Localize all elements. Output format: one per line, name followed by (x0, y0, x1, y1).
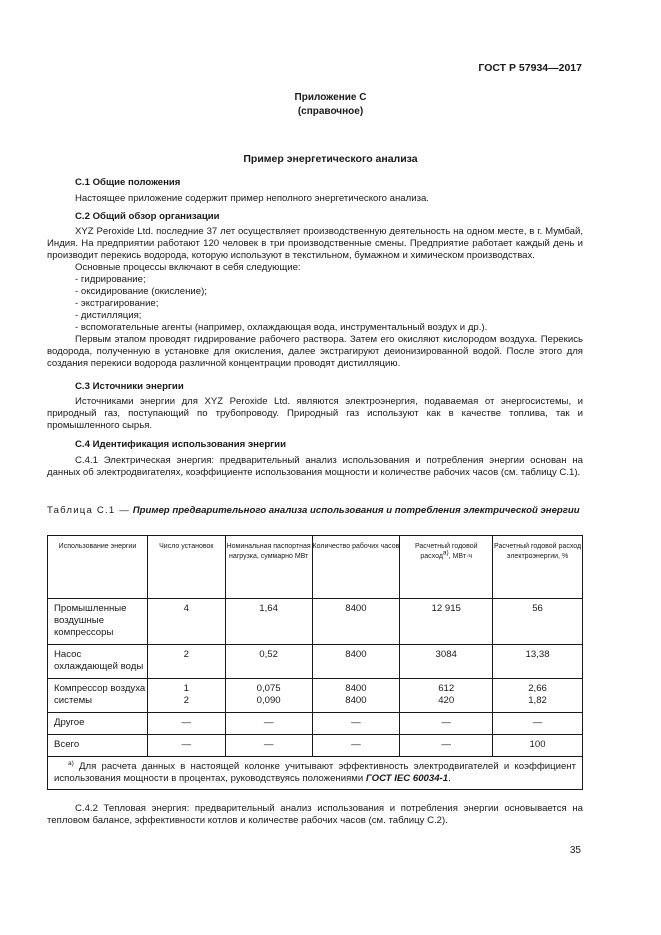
cell-hours: — (312, 713, 400, 735)
cell-hours: 8400 8400 (312, 679, 400, 713)
section-c4-title: С.4 Идентификация использования энергии (75, 439, 286, 450)
paragraph: С.4.1 Электрическая энергия: предварительный анализ использования и потребления энергии основан на данных об электродвигателях, коэффициенте использования мощности и количестве рабочих часов (см. таблицу С.1). (47, 455, 583, 478)
list-item: - оксидирование (окисление); (75, 286, 207, 297)
cell-count: 4 (147, 599, 225, 645)
cell-load: 1,64 (225, 599, 312, 645)
process-list (47, 274, 583, 334)
column-header-text: Расчетный годовой расход электроэнергии, % (494, 543, 582, 560)
table-row (48, 645, 583, 679)
cell-annual: 3084 (400, 645, 493, 679)
section-c2-title: С.2 Общий обзор организации (75, 211, 220, 222)
column-header (493, 536, 583, 599)
section-c4-body (47, 455, 583, 479)
cell-name: Всего (48, 735, 148, 757)
column-header-unit: , МВт·ч (448, 552, 473, 560)
cell-annual: — (400, 713, 493, 735)
cell-count: 2 (147, 645, 225, 679)
section-c3-title: С.3 Источники энергии (75, 381, 184, 392)
footnote-mark: а) (442, 549, 449, 557)
cell-name: Компрессор воздуха системы (48, 679, 148, 713)
cell-load: — (225, 735, 312, 757)
footnote-mark: а) (68, 759, 74, 767)
table-row (48, 599, 583, 645)
table-header-row (48, 536, 583, 599)
column-header (225, 536, 312, 599)
footnote-reference: ГОСТ IEC 60034-1 (365, 773, 449, 784)
paragraph: Настоящее приложение содержит пример неполного энергетического анализа. (75, 193, 429, 204)
table-footnote-row (48, 757, 583, 790)
list-item: - гидрирование; (75, 274, 146, 285)
cell-load: 0,52 (225, 645, 312, 679)
column-header-text: Номинальная паспортная нагрузка, суммарно МВт (226, 543, 311, 560)
section-c1-text (75, 193, 583, 205)
cell-name: Насос охлаждающей воды (48, 645, 148, 679)
paragraph: Основные процессы включают в себя следующие: (75, 262, 301, 273)
footnote-end: . (448, 773, 451, 784)
paragraph: С.4.2 Тепловая энергия: предварительный анализ использования и потребления энергии основывается на тепловом балансе, эффективности котлов и количестве рабочих часов (см. таблицу С.2). (47, 803, 583, 826)
cell-percent: 56 (493, 599, 583, 645)
appendix-subtitle: (справочное) (297, 106, 364, 117)
cell-percent: — (493, 713, 583, 735)
section-c2-body (47, 226, 583, 370)
appendix-heading (0, 91, 661, 119)
column-header (147, 536, 225, 599)
page-number: 35 (569, 845, 581, 856)
cell-name: Другое (48, 713, 148, 735)
energy-table (47, 535, 583, 790)
section-c3-body (47, 396, 583, 432)
cell-percent: 2,66 1,82 (493, 679, 583, 713)
column-header (312, 536, 400, 599)
table-footnote (48, 757, 583, 790)
paragraph: XYZ Peroxide Ltd. последние 37 лет осуществляет производственную деятельность на одном месте, в г. Мумбай, Индия. На предприятии работают 120 человек в три производственные смены. Предприятие работает каждый день и производит перекись водорода, которую используют в текстильном, бумажном и химическом производствах. (47, 226, 583, 261)
cell-hours: — (312, 735, 400, 757)
section-c1-title: С.1 Общие положения (75, 177, 181, 188)
column-header-text: Количество рабочих часов (312, 543, 400, 550)
cell-count: 1 2 (147, 679, 225, 713)
list-item: - вспомогательные агенты (например, охлаждающая вода, инструментальный воздух и др.). (75, 322, 488, 333)
cell-count: — (147, 713, 225, 735)
column-header (48, 536, 148, 599)
column-header-text: Число установок (159, 543, 214, 550)
appendix-title: Приложение С (294, 92, 367, 103)
cell-load: — (225, 713, 312, 735)
cell-annual: — (400, 735, 493, 757)
list-item: - дистилляция; (75, 310, 142, 321)
list-item: - экстрагирование; (75, 298, 159, 309)
table-caption-label: Таблица С.1 — (47, 505, 131, 516)
paragraph: Первым этапом проводят гидрирование рабочего раствора. Затем его окисляют кислородом воздуха. Перекись водорода, полученную в установке для окисления, далее экстрагируют деионизированной водой. После этого для создания перекиси водорода различной концентрации проводят дистилляцию. (47, 334, 583, 369)
cell-hours: 8400 (312, 599, 400, 645)
column-header-text: Расчетный годовой расход (414, 543, 478, 560)
cell-annual: 612 420 (400, 679, 493, 713)
table-row (48, 735, 583, 757)
table-row (48, 713, 583, 735)
cell-percent: 13,38 (493, 645, 583, 679)
cell-annual: 12 915 (400, 599, 493, 645)
table-caption-title: Пример предварительного анализа использования и потребления электрической энергии (132, 505, 580, 516)
cell-hours: 8400 (312, 645, 400, 679)
main-title: Пример энергетического анализа (243, 153, 418, 165)
table-caption (47, 505, 583, 517)
footnote-text: Для расчета данных в настоящей колонке учитывают эффективность электродвигателей и коэффициент использования мощности в процентах, руководствуясь положениями (54, 761, 576, 784)
cell-name: Промышленные воздушные компрессоры (48, 599, 148, 645)
paragraph: Источниками энергии для XYZ Peroxide Ltd. являются электроэнергия, подаваемая от энергосистемы, и природный газ, поступающий по трубопроводу. Природный газ используют как в качестве топлива, так и промышленного сырья. (47, 396, 583, 431)
column-header (400, 536, 493, 599)
cell-percent: 100 (493, 735, 583, 757)
column-header-text: Использование энергии (58, 543, 137, 550)
cell-count: — (147, 735, 225, 757)
cell-load: 0,075 0,090 (225, 679, 312, 713)
table-row (48, 679, 583, 713)
section-c4-2 (47, 803, 583, 827)
document-id: ГОСТ Р 57934—2017 (478, 62, 582, 74)
